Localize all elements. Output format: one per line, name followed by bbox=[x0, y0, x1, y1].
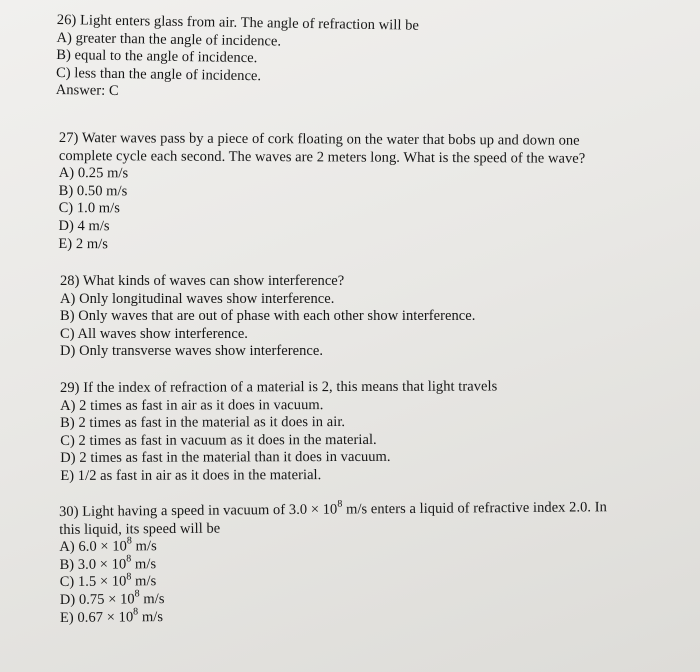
choice-unit: m/s bbox=[131, 555, 157, 573]
choice-value: E) 0.67 × 10 bbox=[59, 608, 134, 626]
choice-a: A) Only longitudinal waves show interference. bbox=[60, 290, 335, 307]
choice-b: B) 2 times as fast in the material as it does in air. bbox=[60, 414, 346, 432]
choice-b: B) Only waves that are out of phase with each other show interference. bbox=[60, 308, 476, 325]
choice-unit: m/s bbox=[138, 608, 164, 625]
question-29 bbox=[60, 378, 498, 485]
question-27 bbox=[58, 130, 585, 256]
choice-a: A) greater than the angle of incidence. bbox=[56, 29, 282, 50]
choice-c: C) All waves show interference. bbox=[60, 325, 248, 342]
choice-c: C) 2 times as fast in vacuum as it does in the material. bbox=[60, 431, 377, 449]
exponent: 8 bbox=[337, 498, 343, 510]
question-stem-continued: this liquid, its speed will be bbox=[59, 520, 221, 538]
stem-text-start: 30) Light having a speed in vacuum of 3.0 × 10 bbox=[59, 501, 338, 520]
question-26 bbox=[56, 12, 419, 106]
exponent: 8 bbox=[126, 553, 132, 565]
exponent: 8 bbox=[126, 570, 132, 582]
answer-line: Answer: C bbox=[55, 82, 119, 100]
choice-d: D) 2 times as fast in the material than it does in vacuum. bbox=[60, 449, 391, 467]
choice-unit: m/s bbox=[139, 591, 165, 608]
question-stem: 28) What kinds of waves can show interference? bbox=[60, 273, 345, 289]
choice-d: D) 4 m/s bbox=[58, 217, 110, 235]
question-stem: 29) If the index of refraction of a material is 2, this means that light travels bbox=[60, 378, 498, 396]
exponent: 8 bbox=[134, 588, 140, 600]
choice-c: C) 1.0 m/s bbox=[58, 200, 120, 217]
choice-e: E) 1/2 as fast in air as it does in the material. bbox=[60, 467, 322, 484]
question-stem: 27) Water waves pass by a piece of cork floating on the water that bobs up and down one bbox=[58, 130, 580, 149]
choice-c: C) less than the angle of incidence. bbox=[55, 64, 262, 84]
question-stem: 26) Light enters glass from air. The angle of refraction will be bbox=[56, 12, 420, 34]
choice-value: D) 0.75 × 10 bbox=[59, 591, 135, 608]
choice-d: D) Only transverse waves show interference. bbox=[60, 343, 324, 360]
choice-e bbox=[60, 605, 608, 627]
choice-value: C) 1.5 × 10 bbox=[59, 573, 127, 591]
stem-text-end: m/s enters a liquid of refractive index 2.0. In bbox=[342, 499, 607, 518]
exponent: 8 bbox=[133, 606, 139, 618]
choice-unit: m/s bbox=[131, 538, 157, 555]
question-stem-continued: complete cycle each second. The waves are 2 meters long. What is the speed of the wave? bbox=[58, 147, 586, 167]
choice-e: E) 2 m/s bbox=[58, 235, 108, 252]
question-28 bbox=[60, 273, 475, 361]
choice-a: A) 0.25 m/s bbox=[58, 165, 129, 182]
choice-a: A) 2 times as fast in air as it does in vacuum. bbox=[60, 396, 324, 414]
choice-value: B) 3.0 × 10 bbox=[59, 556, 127, 573]
choice-b: B) 0.50 m/s bbox=[58, 182, 128, 200]
choice-value: A) 6.0 × 10 bbox=[59, 538, 127, 556]
question-30 bbox=[59, 499, 608, 627]
choice-b: B) equal to the angle of incidence. bbox=[56, 47, 258, 67]
choice-unit: m/s bbox=[131, 573, 157, 590]
exponent: 8 bbox=[126, 535, 132, 547]
